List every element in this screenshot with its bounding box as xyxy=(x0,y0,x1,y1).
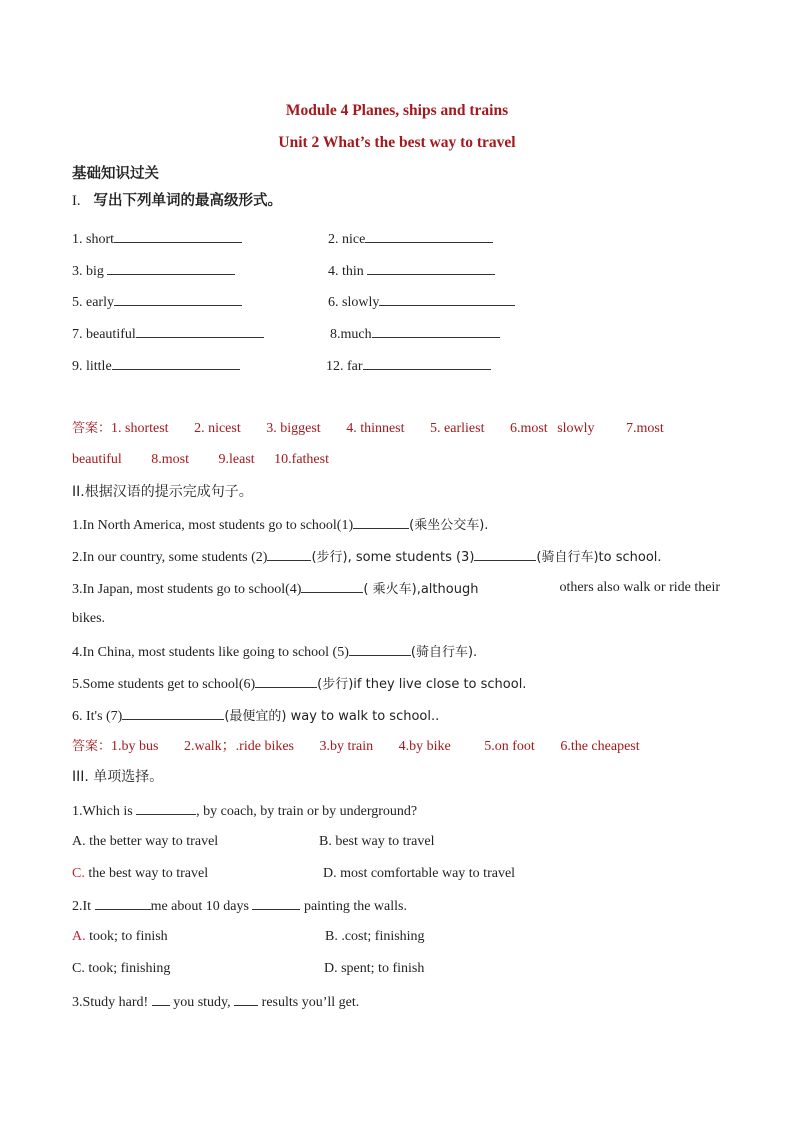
answer-blank[interactable] xyxy=(136,324,264,338)
answer-blank[interactable] xyxy=(152,992,170,1006)
answer-blank[interactable] xyxy=(112,356,240,370)
answer-blank[interactable] xyxy=(107,261,235,275)
answer-blank[interactable] xyxy=(353,515,409,529)
unit-title: Unit 2 What’s the best way to travel xyxy=(278,134,516,151)
word-item: 7. beautiful xyxy=(72,324,264,344)
answer-blank[interactable] xyxy=(379,292,515,306)
answer-blank[interactable] xyxy=(349,642,411,656)
answer-blank[interactable] xyxy=(234,992,258,1006)
answer-blank[interactable] xyxy=(365,229,493,243)
sentence-2: 2.In our country, some students (2) (步行), some students (3) (骑自行车)to school. xyxy=(72,547,662,567)
answer-blank[interactable] xyxy=(122,706,224,720)
word-item: 6. slowly xyxy=(328,292,515,312)
answer-blank[interactable] xyxy=(367,261,495,275)
answer-blank[interactable] xyxy=(301,579,363,593)
option-c[interactable]: C. the best way to travel xyxy=(72,866,209,881)
answer-blank[interactable] xyxy=(363,356,491,370)
sentence-3-cont: bikes. xyxy=(72,611,106,626)
word-item: 1. short xyxy=(72,229,242,249)
part2-answers: 答案：1.by bus 2.walk；.ride bikes 3.by train 4.by bike 5.on foot 6.the cheapest xyxy=(72,739,640,754)
sentence-5: 5.Some students get to school(6) (步行)if they live close to school. xyxy=(72,674,526,694)
option-a[interactable]: A. took; to finish xyxy=(72,929,168,944)
option-d[interactable]: D. most comfortable way to travel xyxy=(323,866,516,881)
question-3: 3.Study hard! you study, results you’ll get. xyxy=(72,992,359,1012)
option-d[interactable]: D. spent; to finish xyxy=(324,961,425,976)
module-title: Module 4 Planes, ships and trains xyxy=(285,102,509,119)
question-2: 2.It me about 10 days painting the walls. xyxy=(72,896,407,916)
part2-heading: II.根据汉语的提示完成句子。 xyxy=(72,484,253,500)
answer-blank[interactable] xyxy=(114,229,242,243)
word-item: 5. early xyxy=(72,292,242,312)
question-1: 1.Which is , by coach, by train or by underground? xyxy=(72,801,417,821)
sentence-3: 3.In Japan, most students go to school(4) ( 乘火车),although others also walk or ride their xyxy=(72,580,720,597)
part1-heading-text: 写出下列单词的最高级形式。 xyxy=(93,193,283,209)
sentence-6: 6. It's (7) (最便宜的) way to walk to school.. xyxy=(72,706,439,726)
part1-answers-line2: beautiful 8.most 9.least 10.fathest xyxy=(72,452,329,467)
part1-heading xyxy=(72,192,282,210)
option-b[interactable]: B. best way to travel xyxy=(319,834,435,849)
option-a[interactable]: A. the better way to travel xyxy=(72,834,219,849)
word-item: 4. thin xyxy=(328,261,495,281)
sentence-4: 4.In China, most students like going to school (5) (骑自行车). xyxy=(72,642,477,662)
part1-answers: 答案：1. shortest 2. nicest 3. biggest 4. thinnest 5. earliest 6.most slowly 7.most xyxy=(72,421,664,436)
word-item: 9. little xyxy=(72,356,240,376)
word-item: 3. big xyxy=(72,261,235,281)
sentence-1: 1.In North America, most students go to school(1) (乘坐公交车). xyxy=(72,515,488,535)
part1-roman: I. xyxy=(72,193,81,209)
part3-heading: III. 单项选择。 xyxy=(72,769,164,785)
answer-blank[interactable] xyxy=(255,674,317,688)
section-heading-basic: 基础知识过关 xyxy=(72,166,159,182)
answer-blank[interactable] xyxy=(95,896,151,910)
answer-blank[interactable] xyxy=(474,547,536,561)
option-b[interactable]: B. .cost; finishing xyxy=(325,929,425,944)
word-item: 8.much xyxy=(330,324,500,344)
answer-blank[interactable] xyxy=(114,292,242,306)
word-item: 12. far xyxy=(326,356,491,376)
option-c[interactable]: C. took; finishing xyxy=(72,961,171,976)
word-item: 2. nice xyxy=(328,229,493,249)
answer-blank[interactable] xyxy=(372,324,500,338)
answer-blank[interactable] xyxy=(252,896,300,910)
answer-blank[interactable] xyxy=(136,801,196,815)
answer-blank[interactable] xyxy=(267,547,311,561)
